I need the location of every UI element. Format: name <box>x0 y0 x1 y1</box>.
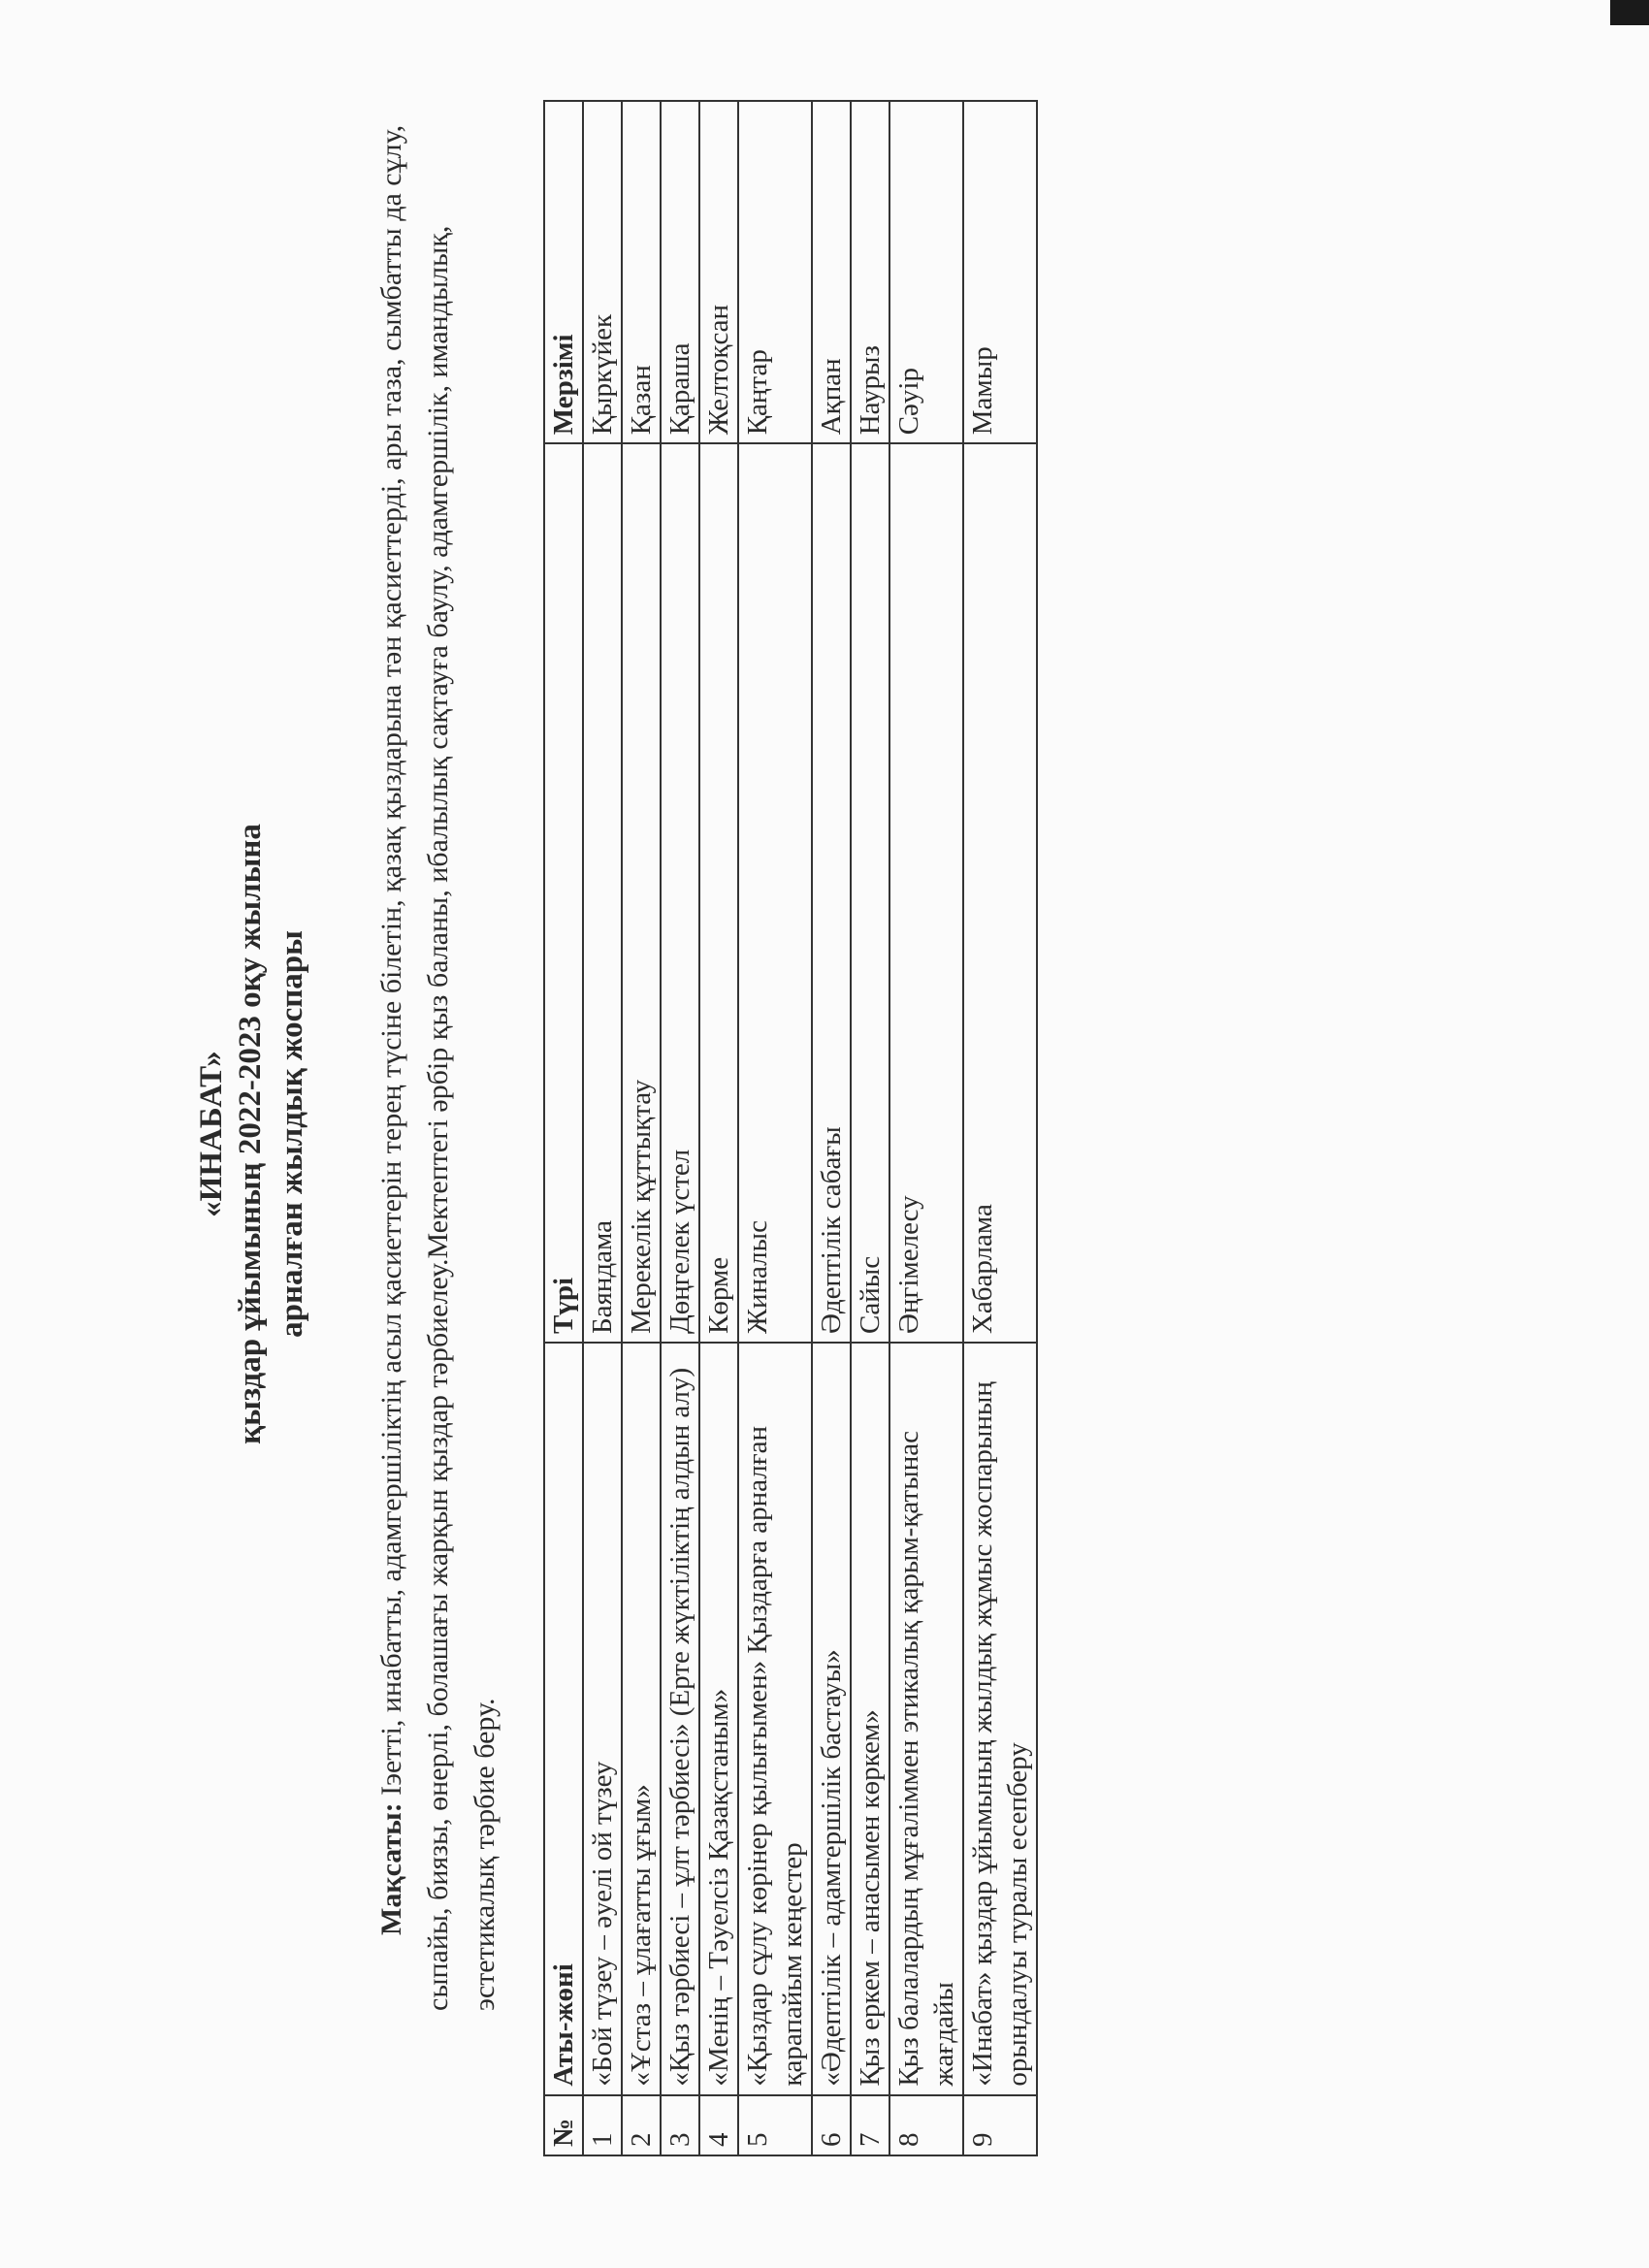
cell-name: «Бой түзеу – әуелі ой түзеу <box>583 1343 622 2095</box>
cell-name: «Қыз тәрбиесі – ұлт тәрбиесі» (Ерте жүктіліктің алдын алу) <box>661 1343 699 2095</box>
goal-label: Мақсаты: <box>375 1802 407 1935</box>
table-row <box>851 101 889 2155</box>
doc-subtitle: қыздар ұйымының 2022-2023 оқу жылына <box>233 824 268 1444</box>
table-row <box>889 101 963 2155</box>
cell-type: Сайыс <box>851 443 889 1343</box>
cell-num: 8 <box>889 2095 963 2155</box>
plan-table <box>543 100 1038 2156</box>
cell-date: Қараша <box>661 101 699 443</box>
cell-date: Ақпан <box>812 101 851 443</box>
table-row <box>812 101 851 2155</box>
table-row <box>963 101 1037 2155</box>
cell-type: Дөңгелек үстел <box>661 443 699 1343</box>
cell-date: Сәуір <box>889 101 963 443</box>
doc-subtitle-2: арналған жылдық жоспары <box>275 930 309 1338</box>
table-row <box>699 101 738 2155</box>
cell-type: Хабарлама <box>963 443 1037 1343</box>
cell-name: «Әдептілік – адамгершілік бастауы» <box>812 1343 851 2095</box>
table-row <box>583 101 622 2155</box>
table-row <box>661 101 699 2155</box>
header-num: № <box>544 2095 583 2155</box>
cell-date: Желтоқсан <box>699 101 738 443</box>
table-row <box>738 101 812 2155</box>
header-type: Түрі <box>544 443 583 1343</box>
cell-type: Әңгімелесу <box>889 443 963 1343</box>
cell-date: Қазан <box>622 101 661 443</box>
cell-type: Көрме <box>699 443 738 1343</box>
cell-date: Наурыз <box>851 101 889 443</box>
cell-num: 2 <box>622 2095 661 2155</box>
cell-num: 5 <box>738 2095 812 2155</box>
table-header-row <box>544 101 583 2155</box>
cell-type: Әдептілік сабағы <box>812 443 851 1343</box>
cell-date: Мамыр <box>963 101 1037 443</box>
header-name: Аты-жөні <box>544 1343 583 2095</box>
cell-type: Мерекелік құттықтау <box>622 443 661 1343</box>
cell-num: 4 <box>699 2095 738 2155</box>
cell-num: 9 <box>963 2095 1037 2155</box>
cell-num: 6 <box>812 2095 851 2155</box>
cell-name: «Қыздар сұлу көрінер қылығымен» Қыздарға арналған қарапайым кеңестер <box>738 1343 812 2095</box>
doc-title: «ИНАБАТ» <box>194 1051 229 1217</box>
cell-name: Қыз еркем – анасымен көркем» <box>851 1343 889 2095</box>
cell-num: 7 <box>851 2095 889 2155</box>
cell-type: Баяндама <box>583 443 622 1343</box>
cell-name: «Менің – Тәуелсіз Қазақстаным» <box>699 1343 738 2095</box>
cell-name: «Ұстаз – ұлағатты ұғым» <box>622 1343 661 2095</box>
cell-name: «Инабат» қыздар ұйымының жылдық жұмыс жоспарының орындалуы туралы есепберу <box>963 1343 1037 2095</box>
cell-type: Жиналыс <box>738 443 812 1343</box>
goal-paragraph <box>369 110 508 2011</box>
cell-num: 1 <box>583 2095 622 2155</box>
goal-text: Іэетті, инабатты, адамгершіліктің асыл қасиеттерін терең түсіне білетін, қазақ қыздарына тән қасиеттерді, ары таза, сымбатты да сұлу, сыпайы, биязы, өнерлі, болашағы жарқын қыздар тәрбиелеу.Мектептегі әрбір қыз баланы, ибалылық сақтауға баулу, адамгершілік, имандылық, эстетикалық тәрбие беру. <box>375 124 501 2011</box>
cell-date: Қыркүйек <box>583 101 622 443</box>
cell-date: Қаңтар <box>738 101 812 443</box>
cell-name: Қыз балалардың мұғаліммен этикалық қарым-қатынас жағдайы <box>889 1343 963 2095</box>
table-row <box>622 101 661 2155</box>
header-date: Мерзімі <box>544 101 583 443</box>
cell-num: 3 <box>661 2095 699 2155</box>
